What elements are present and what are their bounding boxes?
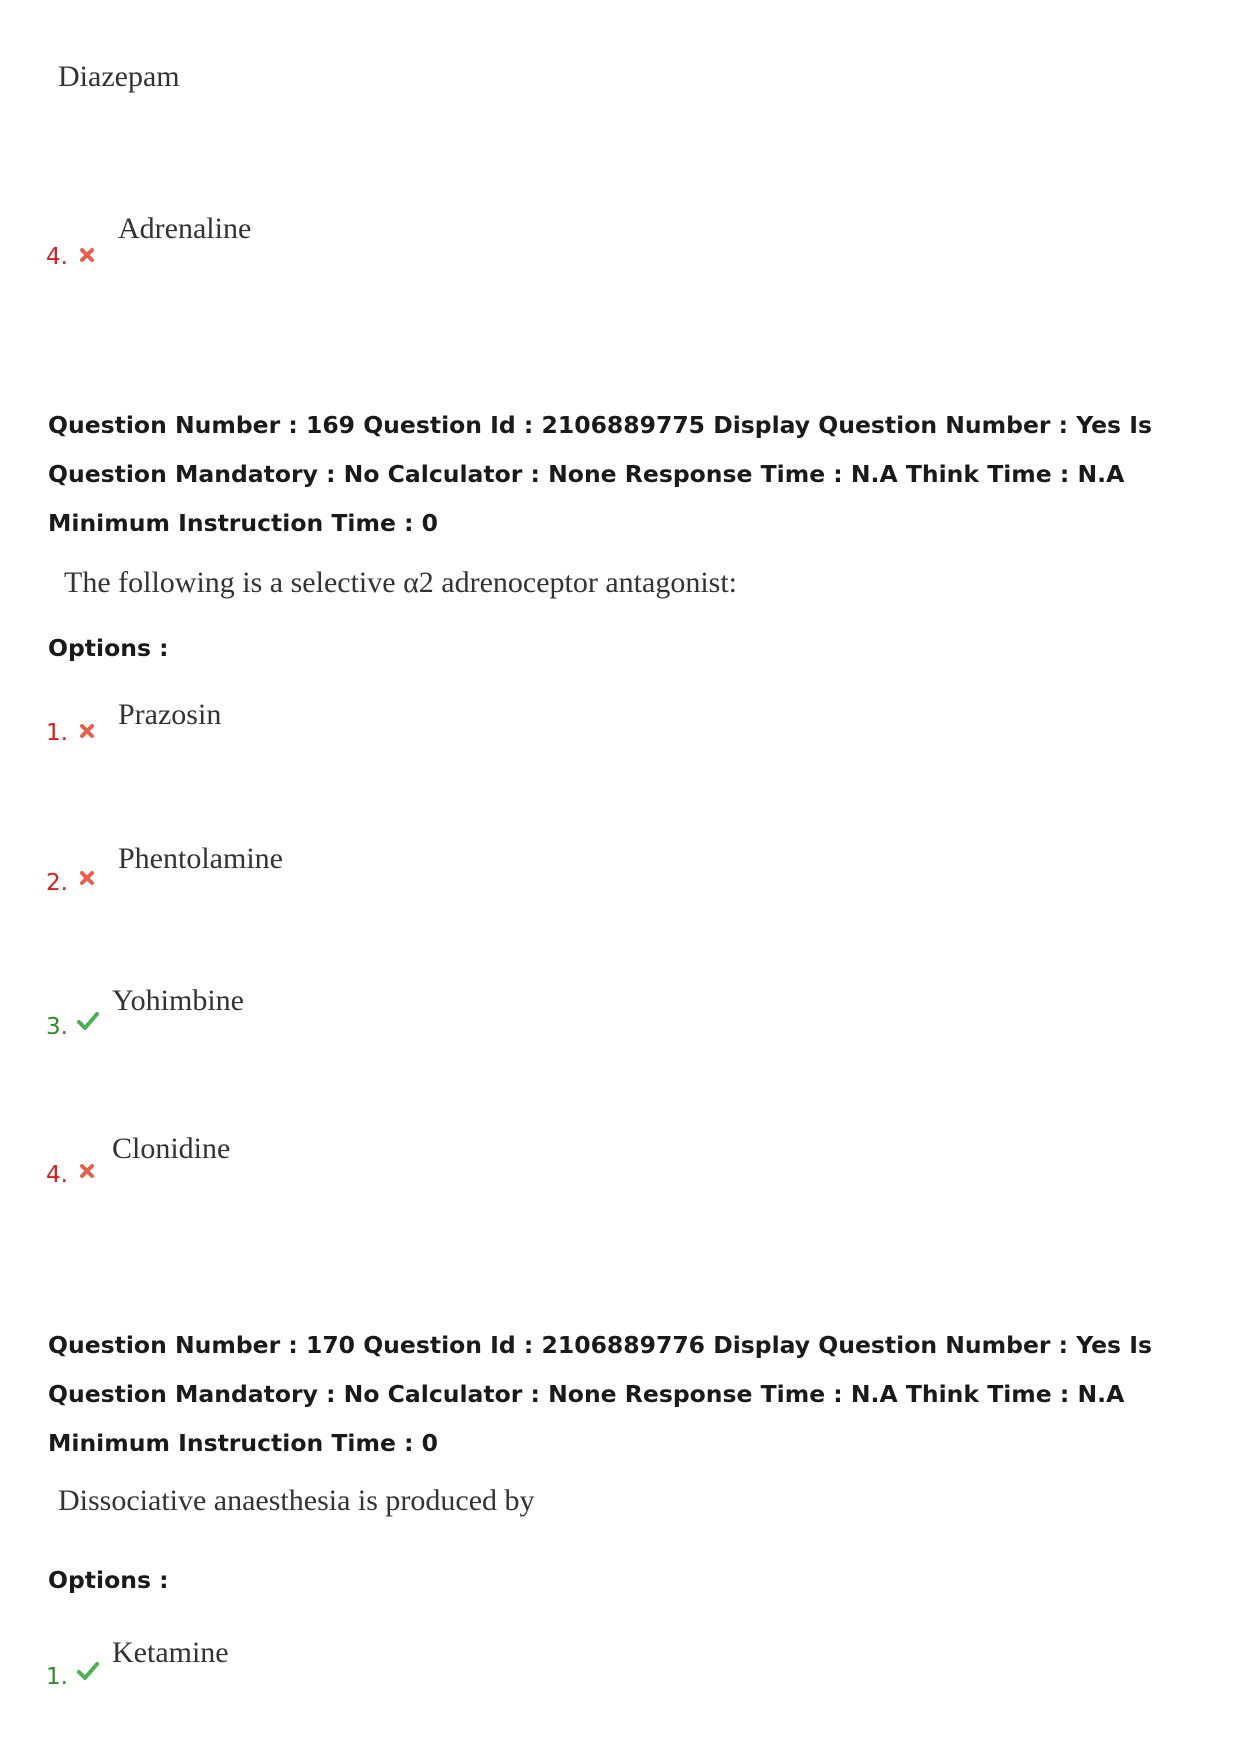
question-text: The following is a selective α2 adrenoceptor antagonist: bbox=[64, 566, 738, 599]
cross-icon bbox=[77, 245, 97, 265]
check-icon bbox=[76, 1660, 100, 1682]
option-text: Prazosin bbox=[118, 698, 222, 731]
option-text: Adrenaline bbox=[118, 212, 252, 245]
cross-icon bbox=[77, 721, 97, 741]
options-label: Options : bbox=[48, 1566, 169, 1594]
options-label: Options : bbox=[48, 634, 169, 662]
check-icon bbox=[76, 1010, 100, 1032]
option-number: 1. bbox=[46, 1664, 68, 1690]
option-number: 1. bbox=[46, 720, 68, 746]
option-number: 4. bbox=[46, 1162, 68, 1188]
question-meta: Question Number : 169 Question Id : 2106889775 Display Question Number : Yes Is Question Mandatory : No Calculator : None Response Time : N.A Think Time : N.A Minimum Instruction Time : 0 bbox=[48, 411, 1152, 537]
question-text: Dissociative anaesthesia is produced by bbox=[58, 1484, 535, 1517]
option-number: 3. bbox=[46, 1014, 68, 1040]
option-text: Ketamine bbox=[112, 1636, 229, 1669]
option-number: 2. bbox=[46, 870, 68, 896]
option-number: 4. bbox=[46, 244, 68, 270]
option-text: Phentolamine bbox=[118, 842, 283, 875]
option-text: Yohimbine bbox=[112, 984, 244, 1017]
option-text: Clonidine bbox=[112, 1132, 231, 1165]
question-meta: Question Number : 170 Question Id : 2106889776 Display Question Number : Yes Is Question Mandatory : No Calculator : None Response Time : N.A Think Time : N.A Minimum Instruction Time : 0 bbox=[48, 1331, 1152, 1457]
cross-icon bbox=[77, 1161, 97, 1181]
option-text: Diazepam bbox=[58, 60, 180, 93]
cross-icon bbox=[77, 868, 97, 888]
